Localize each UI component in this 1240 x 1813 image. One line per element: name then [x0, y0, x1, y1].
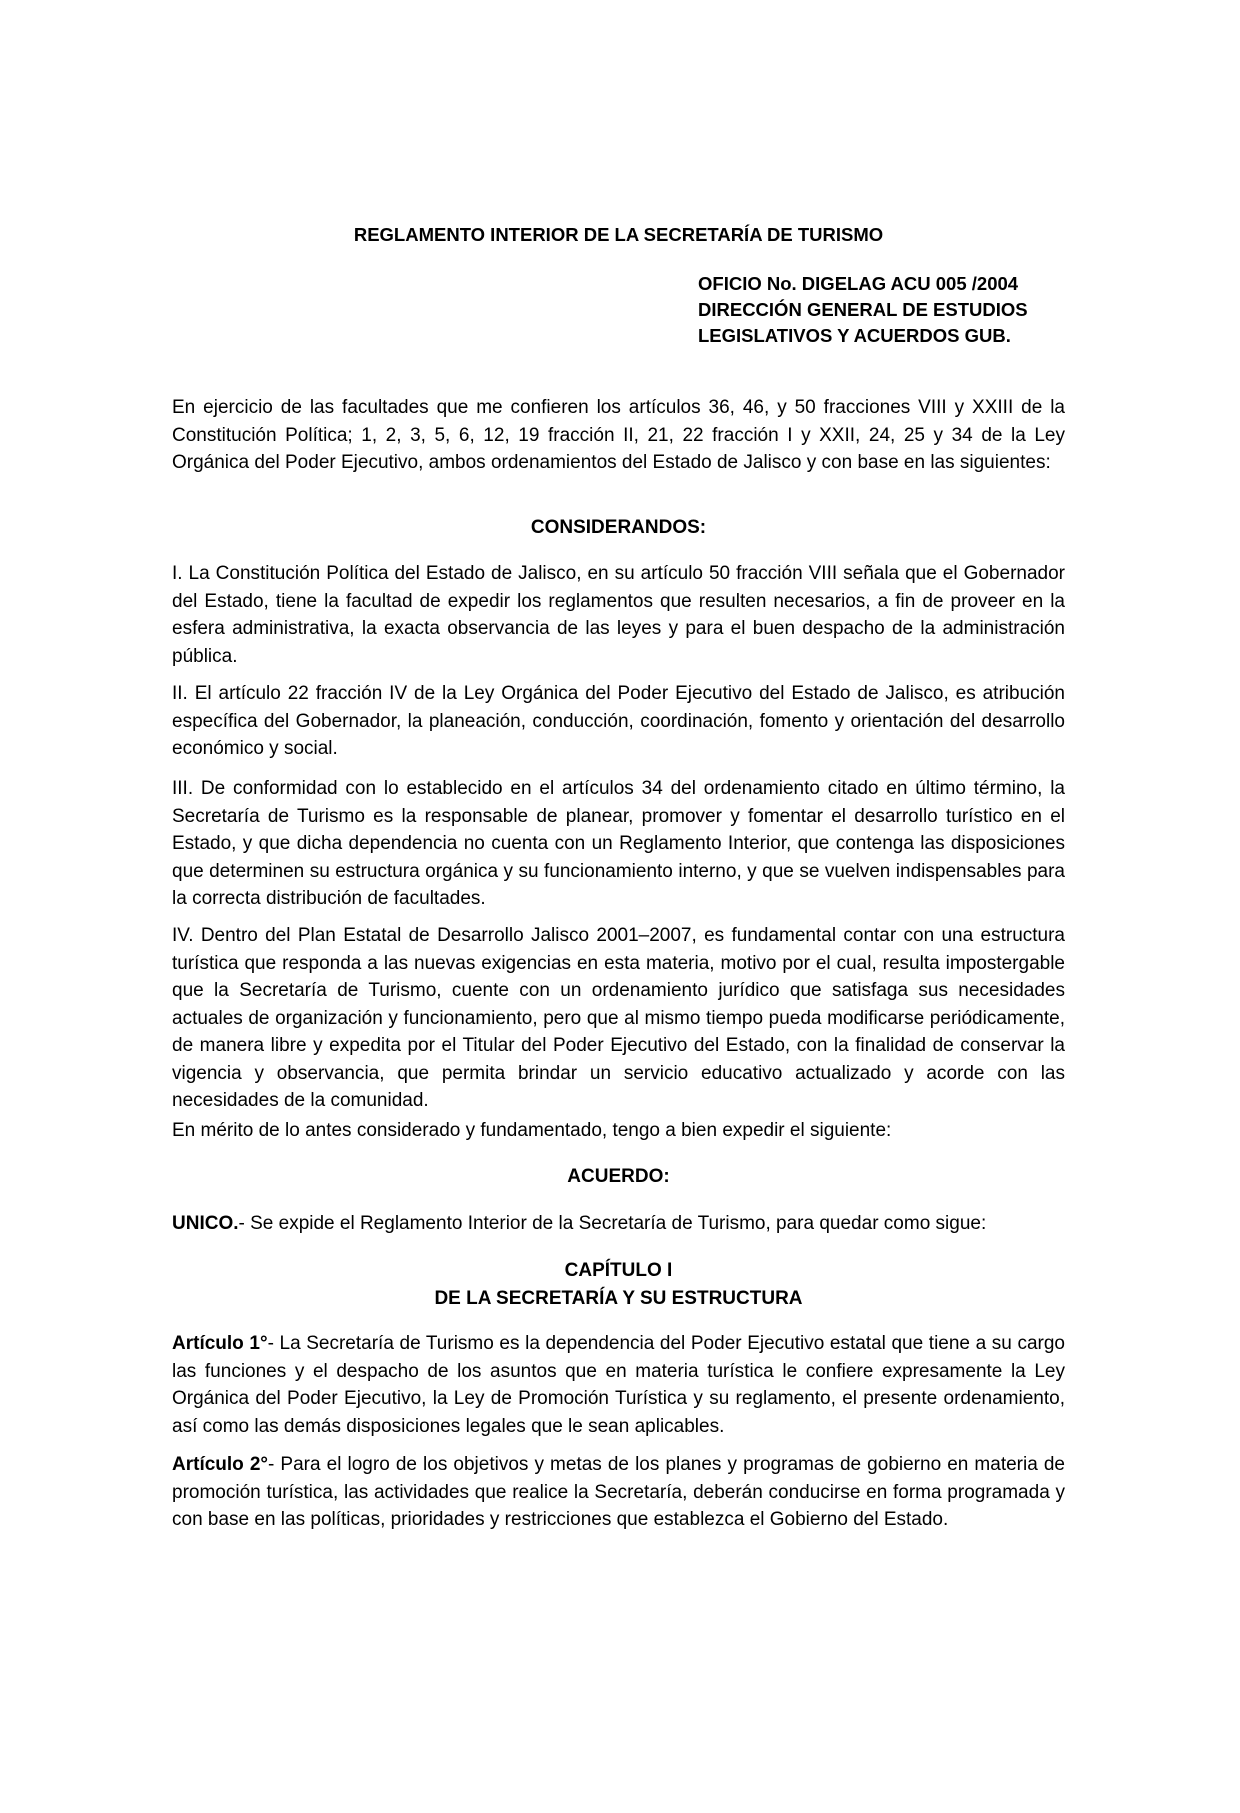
oficio-block [698, 271, 1028, 349]
considerandos-heading: CONSIDERANDOS: [530, 517, 707, 538]
oficio-direccion: DIRECCIÓN GENERAL DE ESTUDIOS [698, 299, 1028, 320]
articulo-2-text: - Para el logro de los objetivos y metas de los planes y programas de gobierno en materia de promoción turística, las actividades que realice la Secretaría, deberán conducirse en forma programada y con base en las políticas, prioridades y restricciones que establezca el Gobierno del Estado. [172, 1454, 1065, 1530]
considerando-1: I. La Constitución Política del Estado de Jalisco, en su artículo 50 fracción VIII señala que el Gobernador del Estado, tiene la facultad de expedir los reglamentos que resulten necesarios, a fin de proveer en la esfera administrativa, la exacta observancia de las leyes y para el buen despacho de la administración pública. [172, 563, 1065, 667]
unico-label: UNICO. [172, 1213, 239, 1234]
articulo-1-text: - La Secretaría de Turismo es la dependencia del Poder Ejecutivo estatal que tiene a su cargo las funciones y el despacho de los asuntos que en materia turística le confiere expresamente la Ley Orgánica del Poder Ejecutivo, la Ley de Promoción Turística y su reglamento, el presente ordenamiento, así como las demás disposiciones legales que le sean aplicables. [172, 1333, 1065, 1437]
capitulo-number: CAPÍTULO I [564, 1260, 673, 1281]
document-title: REGLAMENTO INTERIOR DE LA SECRETARÍA DE TURISMO [353, 224, 884, 245]
considerando-3: III. De conformidad con lo establecido en el artículos 34 del ordenamiento citado en último término, la Secretaría de Turismo es la responsable de planear, promover y fomentar el desarrollo turístico en el Estado, y que dicha dependencia no cuenta con un Reglamento Interior, que contenga las disposiciones que determinen su estructura orgánica y su funcionamiento interno, y que se vuelven indispensables para la correcta distribución de facultades. [172, 778, 1065, 909]
intro-paragraph: En ejercicio de las facultades que me confieren los artículos 36, 46, y 50 fracciones VIII y XXIII de la Constitución Política; 1, 2, 3, 5, 6, 12, 19 fracción II, 21, 22 fracción I y XXII, 24, 25 y 34 de la Ley Orgánica del Poder Ejecutivo, ambos ordenamientos del Estado de Jalisco y con base en las siguientes: [172, 397, 1065, 473]
oficio-number: OFICIO No. DIGELAG ACU 005 /2004 [698, 273, 1019, 294]
articulo-1-label: Artículo 1° [172, 1333, 268, 1354]
articulo-1 [172, 1330, 1065, 1440]
unico-text: - Se expide el Reglamento Interior de la Secretaría de Turismo, para quedar como sigue: [238, 1213, 987, 1234]
capitulo-title: DE LA SECRETARÍA Y SU ESTRUCTURA [434, 1287, 803, 1309]
acuerdo-heading: ACUERDO: [567, 1166, 670, 1187]
considerando-4: IV. Dentro del Plan Estatal de Desarrollo Jalisco 2001–2007, es fundamental contar con una estructura turística que responda a las nuevas exigencias en esta materia, motivo por el cual, resulta impostergable que la Secretaría de Turismo, cuente con un ordenamiento jurídico que satisfaga sus necesidades actuales de organización y funcionamiento, pero que al mismo tiempo pueda modificarse periódicamente, de manera libre y expedita por el Titular del Poder Ejecutivo del Estado, con la finalidad de conservar la vigencia y observancia, que permita brindar un servicio educativo actualizado y acorde con las necesidades de la comunidad. [172, 925, 1065, 1111]
oficio-legislativos: LEGISLATIVOS Y ACUERDOS GUB. [698, 325, 1011, 346]
articulo-2-label: Artículo 2° [172, 1454, 269, 1475]
considerando-2: II. El artículo 22 fracción IV de la Ley Orgánica del Poder Ejecutivo del Estado de Jalisco, es atribución específica del Gobernador, la planeación, conducción, coordinación, fomento y orientación del desarrollo económico y social. [172, 683, 1065, 759]
capitulo-heading [172, 1257, 1065, 1312]
merito-paragraph: En mérito de lo antes considerado y fundamentado, tengo a bien expedir el siguiente: [172, 1120, 892, 1141]
unico-paragraph [172, 1210, 1065, 1238]
articulo-2 [172, 1451, 1065, 1534]
